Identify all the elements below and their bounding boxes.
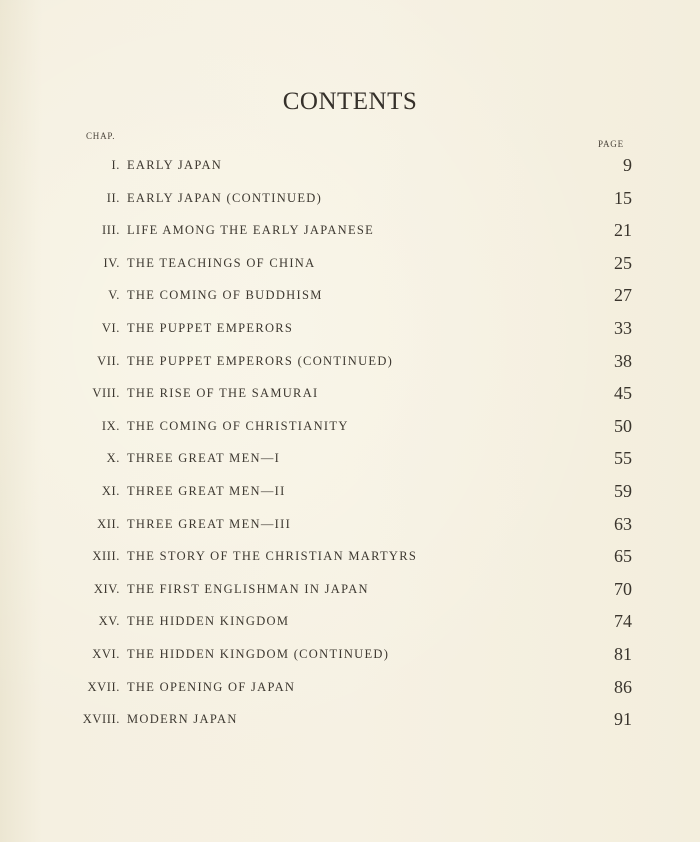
page-column-label: PAGE [598, 139, 624, 149]
chapter-number: III. [101, 223, 120, 238]
chapter-title: THREE GREAT MEN—I [127, 451, 281, 466]
chapter-title: THE COMING OF BUDDHISM [127, 288, 323, 303]
toc-entry [0, 543, 700, 576]
toc-entry [0, 282, 700, 315]
toc-entry [0, 511, 700, 544]
toc-entry [0, 445, 700, 478]
page-title: CONTENTS [282, 88, 418, 115]
chapter-page-number: 25 [614, 252, 632, 273]
chapter-number: XVII. [87, 679, 120, 694]
chapter-column-label: CHAP. [86, 131, 116, 141]
toc-entry [0, 674, 700, 707]
toc-entry [0, 348, 700, 381]
toc-entry [0, 576, 700, 609]
toc-entry [0, 380, 700, 413]
chapter-number: XIII. [92, 549, 120, 564]
chapter-number: X. [106, 451, 120, 466]
toc-entry [0, 152, 700, 185]
chapter-page-number: 55 [614, 448, 632, 469]
chapter-number: IX. [101, 418, 120, 433]
chapter-number: XVIII. [82, 712, 120, 727]
chapter-title: LIFE AMONG THE EARLY JAPANESE [127, 223, 375, 238]
toc-entry [0, 217, 700, 250]
chapter-page-number: 27 [614, 285, 632, 306]
chapter-number: VII. [97, 353, 120, 368]
chapter-number: V. [108, 288, 120, 303]
toc-entry [0, 315, 700, 348]
chapter-page-number: 63 [614, 513, 632, 534]
chapter-number: XVI. [92, 646, 120, 661]
chapter-title: EARLY JAPAN (CONTINUED) [127, 190, 323, 205]
chapter-number: XI. [101, 483, 120, 498]
toc-entry [0, 706, 700, 739]
chapter-title: THE OPENING OF JAPAN [127, 679, 296, 694]
chapter-page-number: 9 [623, 155, 632, 175]
chapter-page-number: 65 [614, 546, 632, 567]
chapter-page-number: 21 [614, 220, 632, 241]
toc-entry [0, 250, 700, 283]
chapter-page-number: 74 [614, 611, 632, 632]
chapter-page-number: 86 [614, 676, 632, 697]
chapter-title: THE PUPPET EMPERORS (CONTINUED) [127, 353, 394, 368]
chapter-title: THREE GREAT MEN—III [127, 516, 292, 531]
chapter-title: EARLY JAPAN [127, 158, 223, 172]
chapter-number: XIV. [93, 581, 120, 596]
toc-entry [0, 641, 700, 674]
chapter-title: THE PUPPET EMPERORS [127, 320, 294, 335]
chapter-title: THE FIRST ENGLISHMAN IN JAPAN [127, 581, 369, 596]
toc-entry [0, 413, 700, 446]
toc-entry [0, 478, 700, 511]
chapter-number: XII. [97, 516, 120, 531]
toc-entry [0, 608, 700, 641]
chapter-title: THE RISE OF THE SAMURAI [127, 386, 319, 401]
chapter-page-number: 70 [614, 578, 632, 599]
chapter-title: MODERN JAPAN [127, 712, 238, 727]
chapter-page-number: 38 [614, 350, 632, 371]
chapter-number: VI. [101, 320, 120, 335]
chapter-title: THREE GREAT MEN—II [127, 483, 286, 498]
chapter-page-number: 45 [614, 383, 632, 404]
chapter-page-number: 33 [614, 317, 632, 338]
table-of-contents [0, 152, 700, 739]
toc-entry [0, 185, 700, 218]
chapter-number: IV. [103, 255, 120, 270]
chapter-number: XV. [98, 614, 120, 629]
chapter-title: THE COMING OF CHRISTIANITY [127, 418, 349, 433]
chapter-title: THE STORY OF THE CHRISTIAN MARTYRS [127, 549, 418, 564]
chapter-title: THE HIDDEN KINGDOM [127, 614, 290, 629]
chapter-page-number: 15 [614, 187, 632, 208]
chapter-page-number: 50 [614, 415, 632, 436]
chapter-number: I. [111, 158, 120, 172]
chapter-page-number: 81 [614, 643, 632, 664]
chapter-title: THE HIDDEN KINGDOM (CONTINUED) [127, 646, 390, 661]
chapter-title: THE TEACHINGS OF CHINA [127, 255, 316, 270]
chapter-page-number: 59 [614, 480, 632, 501]
chapter-number: VIII. [92, 386, 120, 401]
chapter-number: II. [106, 190, 120, 205]
chapter-page-number: 91 [614, 709, 632, 730]
